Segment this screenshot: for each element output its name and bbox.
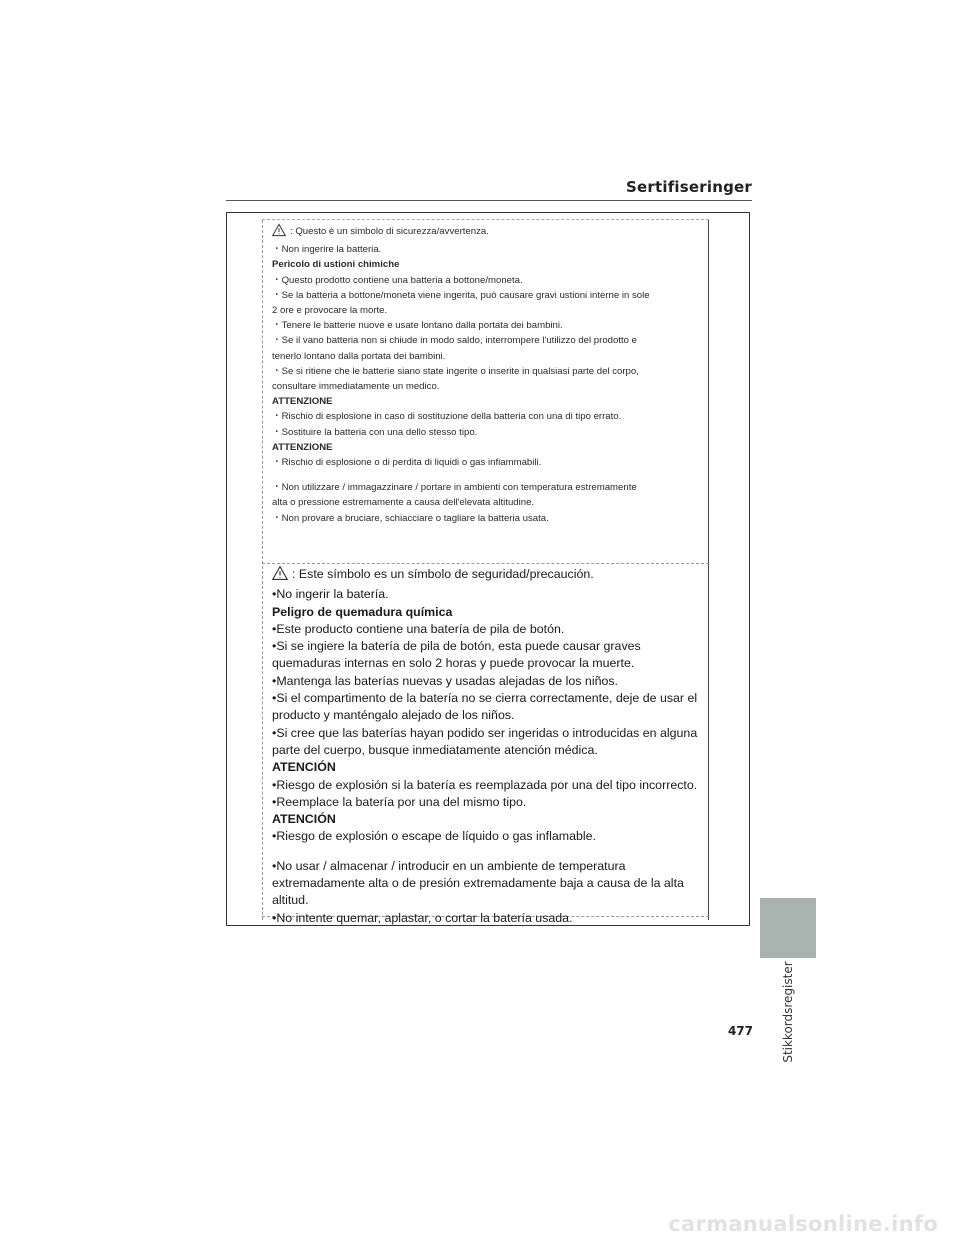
italian-warning-text	[272, 223, 702, 526]
line-text: ・Sostituire la batteria con una dello stesso tipo.	[272, 426, 478, 438]
line-text: ・Non provare a bruciare, schiacciare o tagliare la batteria usata.	[272, 512, 549, 524]
warning-line	[272, 379, 702, 394]
warning-line	[272, 349, 702, 364]
line-text: tenerlo lontano dalla portata dei bambini.	[272, 350, 446, 362]
warning-line	[272, 455, 702, 470]
line-text: ATENCIÓN	[272, 760, 336, 775]
line-text: •Si se ingiere la batería de pila de botón, esta puede causar graves	[272, 639, 641, 654]
line-text: •No intente quemar, aplastar, o cortar la batería usada.	[272, 910, 573, 925]
warning-line	[272, 828, 704, 845]
warning-line	[272, 673, 704, 690]
watermark: carmanualsonline.info	[668, 1212, 938, 1236]
warning-line	[272, 655, 704, 672]
line-text: •No usar / almacenar / introducir en un ambiente de temperatura	[272, 858, 626, 873]
line-text: •Mantenga las baterías nuevas y usadas alejadas de los niños.	[272, 673, 618, 688]
line-text: ・Se il vano batteria non si chiude in modo saldo, interrompere l'utilizzo del prodotto e	[272, 335, 637, 347]
warning-heading	[272, 394, 702, 409]
line-text: •Si el compartimento de la batería no se cierra correctamente, deje de usar el	[272, 691, 698, 706]
warning-line	[272, 892, 704, 909]
warning-line	[272, 875, 704, 892]
warning-triangle-icon	[272, 223, 286, 242]
warning-heading	[272, 604, 704, 621]
section-tab-marker	[760, 898, 816, 958]
warning-heading	[272, 257, 702, 272]
line-text: •Si cree que las baterías hayan podido ser ingeridas o introducidas en alguna	[272, 725, 698, 740]
line-text: consultare immediatamente un medico.	[272, 381, 440, 393]
line-text: alta o pressione estremamente a causa dell'elevata altitudine.	[272, 497, 535, 509]
header-divider	[226, 200, 752, 201]
warning-line	[272, 910, 704, 927]
warning-line	[272, 707, 704, 724]
warning-line	[272, 303, 702, 318]
warning-line	[272, 288, 702, 303]
warning-line	[272, 621, 704, 638]
line-text: ・Se si ritiene che le batterie siano state ingerite o inserite in qualsiasi parte del corpo,	[272, 365, 639, 377]
line-text: ・Se la batteria a bottone/moneta viene ingerita, può causare gravi ustioni interne in sole	[272, 289, 650, 301]
line-text: 2 ore e provocare la morte.	[272, 305, 388, 317]
section-tab-label: Stikkordsregister	[781, 961, 795, 1063]
page-number: 477	[727, 1024, 753, 1038]
line-text: quemaduras internas en solo 2 horas y puede provocar la muerte.	[272, 656, 635, 671]
warning-line	[272, 511, 702, 526]
line-text: ・Non utilizzare / immagazzinare / portare in ambienti con temperatura estremamente	[272, 482, 637, 494]
warning-heading	[272, 811, 704, 828]
line-text: ATENCIÓN	[272, 812, 336, 827]
spanish-warning-text	[272, 565, 704, 927]
warning-heading	[272, 440, 702, 455]
line-text: : Questo è un simbolo di sicurezza/avvertenza.	[290, 226, 489, 237]
warning-line	[272, 273, 702, 288]
line-text: producto y manténgalo alejado de los niños.	[272, 708, 515, 723]
warning-heading	[272, 759, 704, 776]
line-text: Pericolo di ustioni chimiche	[272, 259, 400, 271]
warning-line	[272, 364, 702, 379]
line-text: ATTENZIONE	[272, 396, 333, 408]
warning-line	[272, 794, 704, 811]
line-text: •Este producto contiene una batería de pila de botón.	[272, 621, 565, 636]
warning-line	[272, 333, 702, 348]
warning-line	[272, 318, 702, 333]
line-text: ・Questo prodotto contiene una batteria a bottone/moneta.	[272, 274, 523, 286]
warning-line	[272, 242, 702, 257]
warning-line	[272, 480, 702, 495]
warning-line	[272, 858, 704, 875]
label-section-divider	[262, 563, 709, 564]
paragraph-gap	[272, 846, 704, 858]
warning-line	[272, 742, 704, 759]
line-text: ATTENZIONE	[272, 441, 333, 453]
warning-line	[272, 409, 702, 424]
warning-line	[272, 638, 704, 655]
line-text: ・Non ingerire la batteria.	[272, 244, 382, 256]
line-text: •Riesgo de explosión si la batería es reemplazada por una del tipo incorrecto.	[272, 777, 698, 792]
line-text: : Este símbolo es un símbolo de seguridad/precaución.	[292, 567, 594, 581]
line-text: ・Tenere le batterie nuove e usate lontano dalla portata dei bambini.	[272, 320, 563, 332]
line-text: •No ingerir la batería.	[272, 587, 389, 602]
line-text: •Riesgo de explosión o escape de líquido o gas inflamable.	[272, 829, 596, 844]
line-text: extremadamente alta o de presión extremadamente baja a causa de la alta	[272, 876, 684, 891]
line-text: ・Rischio di esplosione o di perdita di liquidi o gas infiammabili.	[272, 457, 542, 469]
paragraph-gap	[272, 470, 702, 480]
line-text: parte del cuerpo, busque inmediatamente atención médica.	[272, 742, 598, 757]
line-text: ・Rischio di esplosione in caso di sostituzione della batteria con una di tipo errato.	[272, 411, 622, 423]
warning-line	[272, 586, 704, 603]
warning-line	[272, 495, 702, 510]
warning-line	[272, 425, 702, 440]
label-top-border	[262, 219, 709, 220]
line-text: •Reemplace la batería por una del mismo tipo.	[272, 794, 527, 809]
warning-line	[272, 223, 702, 242]
line-text: altitud.	[272, 893, 309, 908]
warning-line	[272, 725, 704, 742]
warning-line	[272, 690, 704, 707]
warning-triangle-icon	[272, 565, 288, 586]
section-title: Sertifiseringer	[626, 178, 752, 196]
warning-line	[272, 565, 704, 586]
warning-line	[272, 777, 704, 794]
line-text: Peligro de quemadura química	[272, 604, 453, 619]
